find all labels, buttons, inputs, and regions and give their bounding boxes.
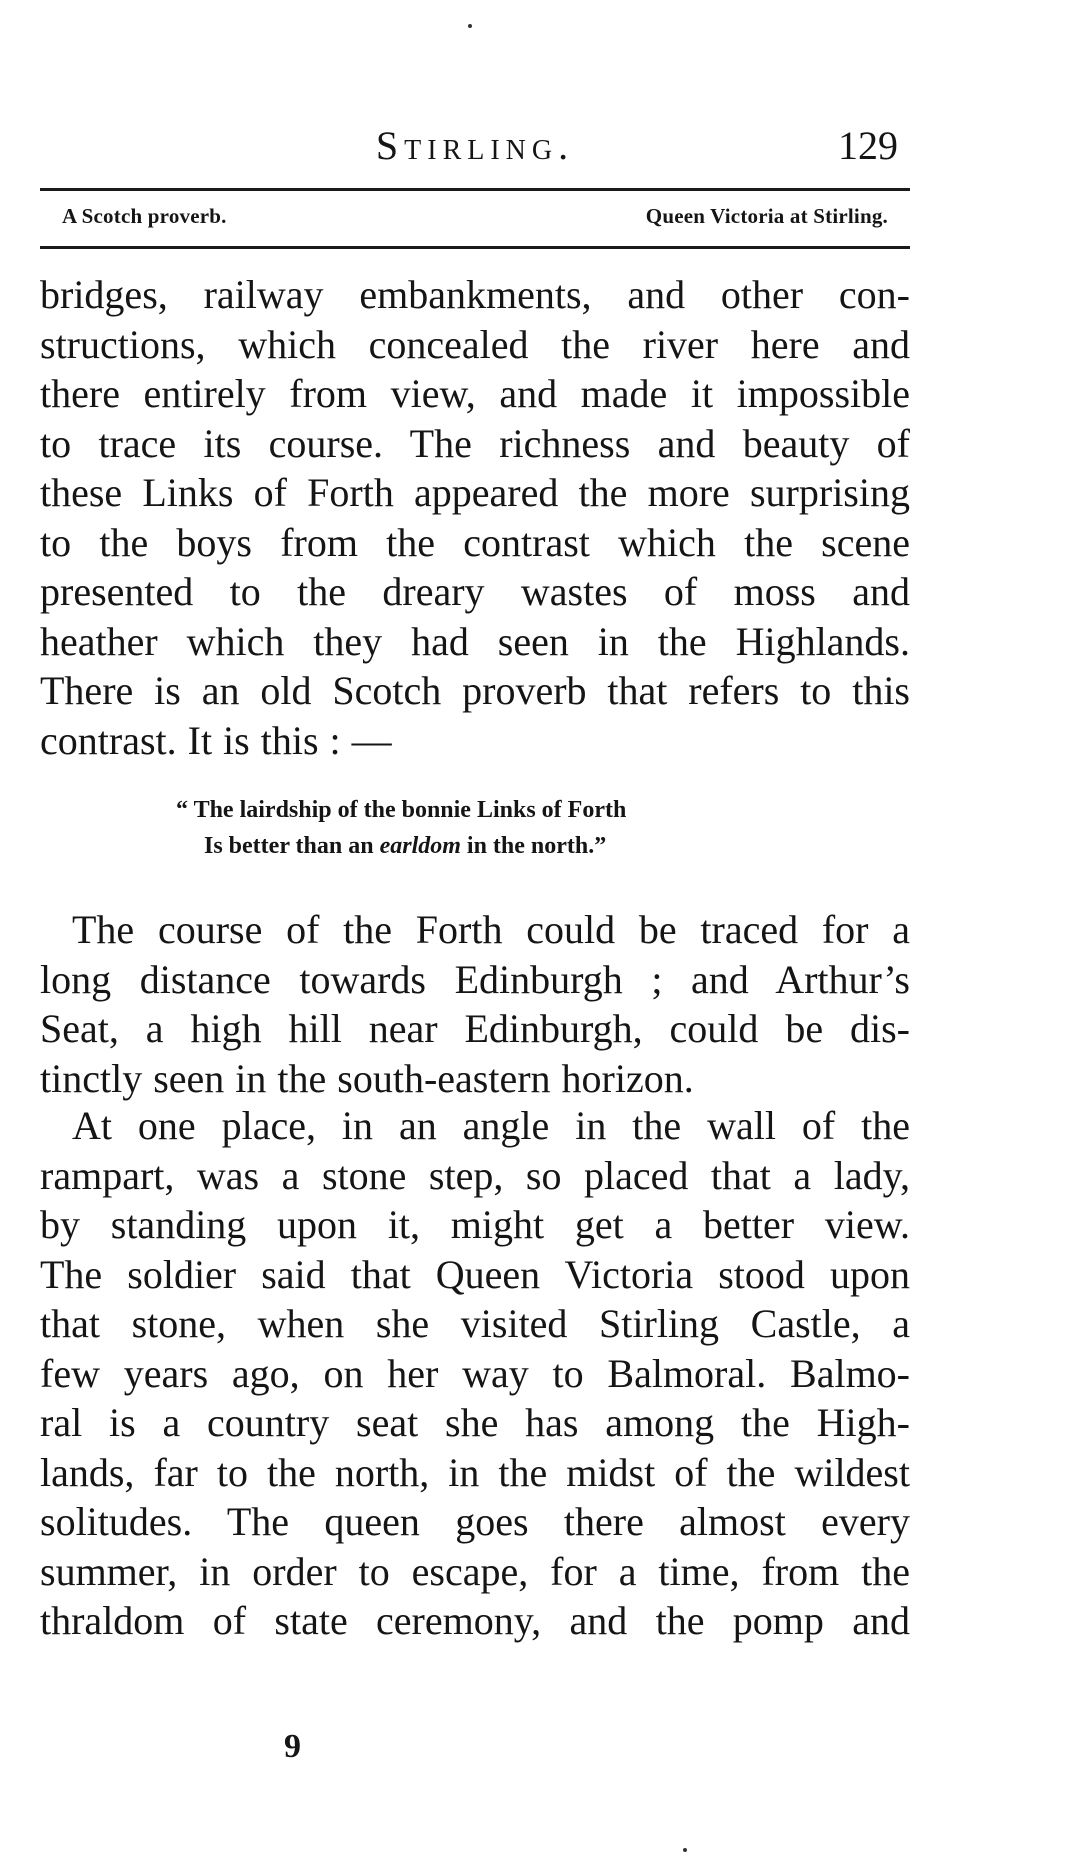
text-line: presented to the dreary wastes of moss and xyxy=(40,569,910,614)
text-line: Seat, a high hill near Edinburgh, could be dis- xyxy=(40,1006,910,1051)
page-number: 129 xyxy=(838,123,898,168)
text-line: that stone, when she visited Stirling Castle, a xyxy=(40,1301,910,1346)
text-line: solitudes. The queen goes there almost every xyxy=(40,1499,910,1544)
text-line: there entirely from view, and made it impossible xyxy=(40,371,910,416)
text-line: summer, in order to escape, for a time, from the xyxy=(40,1548,910,1594)
paragraph-2 xyxy=(40,905,910,1103)
text-line: tinctly seen in the south-eastern horizon. xyxy=(40,1055,694,1101)
subhead-left: A Scotch proverb. xyxy=(62,204,227,228)
quote-line-1: “ The lairdship of the bonnie Links of Forth xyxy=(176,797,627,823)
quote-line-2-end: in the north.” xyxy=(460,833,607,859)
text-line: ral is a country seat she has among the High- xyxy=(40,1400,910,1445)
text-line: bridges, railway embankments, and other con- xyxy=(40,272,910,317)
text-line: to trace its course. The richness and beauty of xyxy=(40,420,910,466)
quote-italic-word: earldom xyxy=(379,833,461,859)
header-rule-bottom xyxy=(40,246,910,249)
text-line: long distance towards Edinburgh ; and Arthur’s xyxy=(40,956,910,1002)
text-line: lands, far to the north, in the midst of the wildest xyxy=(40,1449,910,1495)
header-rule-top xyxy=(40,188,910,191)
subheads xyxy=(62,204,888,234)
text-line: There is an old Scotch proverb that refers to this xyxy=(40,668,910,713)
print-speck xyxy=(683,1848,687,1852)
text-line: few years ago, on her way to Balmoral. Balmo- xyxy=(40,1350,910,1396)
paragraph-1 xyxy=(40,270,910,765)
text-line: At one place, in an angle in the wall of the xyxy=(72,1103,910,1148)
text-line: The soldier said that Queen Victoria stood upon xyxy=(40,1251,910,1297)
text-line: The course of the Forth could be traced for a xyxy=(72,907,910,952)
text-line: structions, which concealed the river here and xyxy=(40,321,910,367)
text-line: rampart, was a stone step, so placed that a lady, xyxy=(40,1152,910,1198)
quote-line-2-start: Is better than an xyxy=(204,833,380,859)
text-line: thraldom of state ceremony, and the pomp and xyxy=(40,1598,910,1643)
text-line: contrast. It is this : — xyxy=(40,717,392,763)
proverb-quote xyxy=(40,792,910,864)
text-line: these Links of Forth appeared the more surprising xyxy=(40,470,910,515)
print-speck xyxy=(468,24,472,28)
quote-line-2 xyxy=(40,828,910,864)
book-page xyxy=(40,0,910,1868)
signature-mark: 9 xyxy=(284,1728,301,1765)
text-line: heather which they had seen in the Highlands. xyxy=(40,618,910,664)
subhead-right: Queen Victoria at Stirling. xyxy=(645,204,888,228)
text-line: to the boys from the contrast which the scene xyxy=(40,519,910,565)
page-header xyxy=(40,104,910,168)
running-title: Stirling. xyxy=(375,123,575,168)
text-line: by standing upon it, might get a better view. xyxy=(40,1202,910,1247)
paragraph-3 xyxy=(40,1101,910,1646)
